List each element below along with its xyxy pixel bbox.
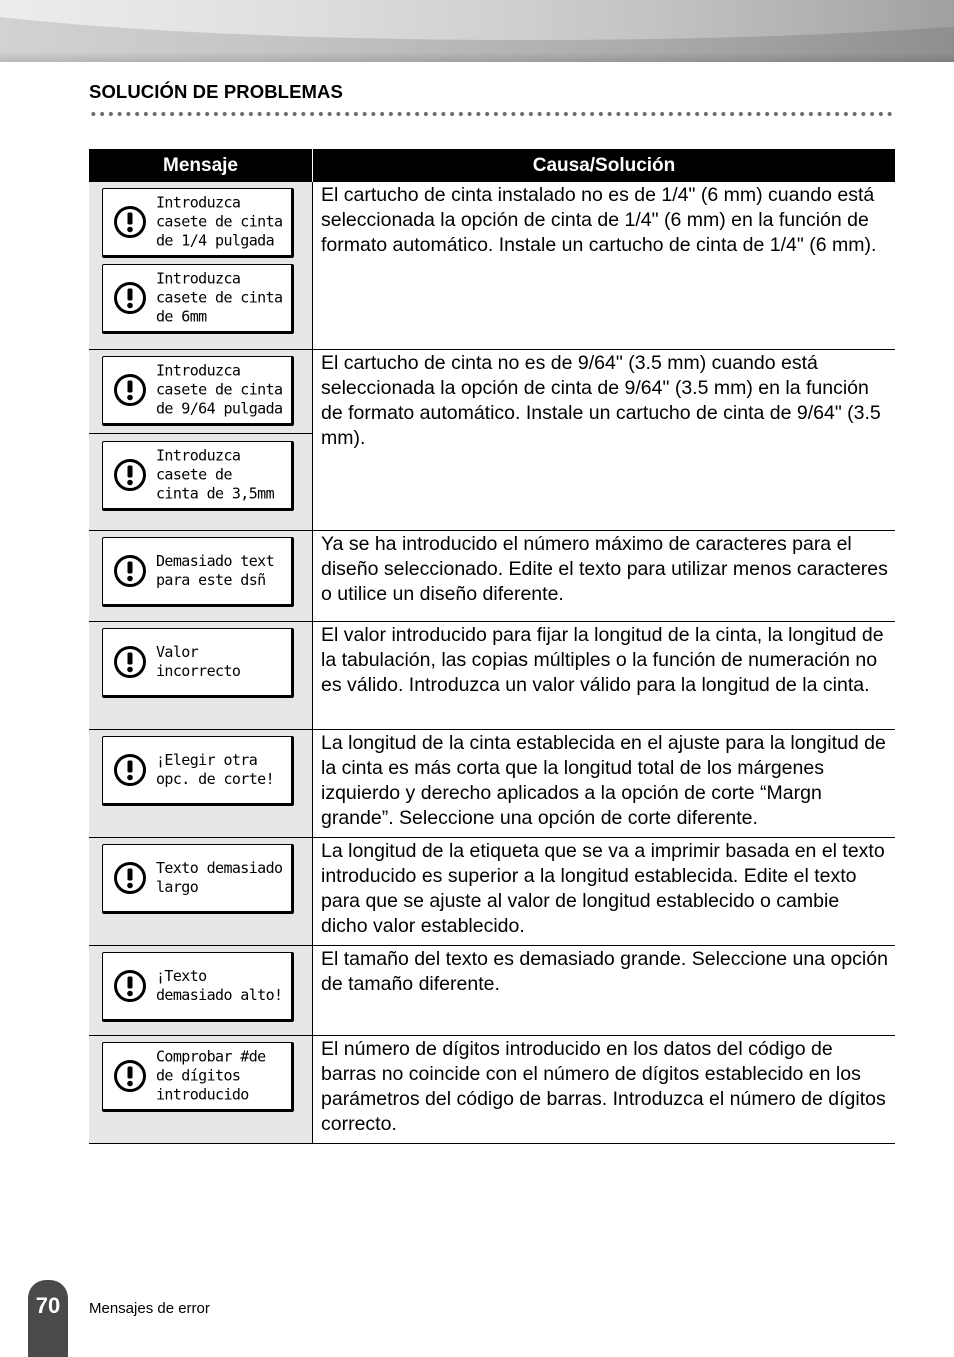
table-row xyxy=(89,621,895,729)
lcd-message-text xyxy=(156,1047,287,1104)
exclamation-circle-icon xyxy=(113,645,147,679)
exclamation-circle-icon xyxy=(113,1059,147,1093)
lcd-message-text xyxy=(156,552,287,590)
exclamation-circle-icon xyxy=(113,205,147,239)
lcd-message-line: Valor xyxy=(156,642,199,661)
cause-solution-text: La longitud de la cinta establecida en el ajuste para la longitud de la cinta es más corta que la longitud total de los márgenes izquierdo y derecho aplicados a la opción de corte “Margn grande”. Seleccione una opción de corte diferente. xyxy=(313,729,896,837)
message-cell xyxy=(89,621,313,729)
lcd-error-display xyxy=(102,537,294,607)
lcd-message-line: casete de cinta xyxy=(156,212,283,231)
table-row xyxy=(89,182,895,349)
table-row xyxy=(89,349,895,530)
column-header-cause-solution: Causa/Solución xyxy=(313,149,896,182)
lcd-message-line: de 9/64 pulgada xyxy=(156,399,283,417)
lcd-message-text xyxy=(156,446,287,503)
table-row xyxy=(89,729,895,837)
column-header-message: Mensaje xyxy=(89,149,313,182)
page-number: 70 xyxy=(35,1293,61,1318)
lcd-message-line: Demasiado text xyxy=(156,551,275,570)
lcd-message-line: cinta de 3,5mm xyxy=(156,484,275,502)
cause-solution-text: El tamaño del texto es demasiado grande. Seleccione una opción de tamaño diferente. xyxy=(313,945,896,1035)
exclamation-circle-icon xyxy=(113,753,147,787)
message-cell xyxy=(89,837,313,945)
table-row xyxy=(89,837,895,945)
lcd-message-text xyxy=(156,967,287,1005)
lcd-message-text xyxy=(156,859,287,897)
error-message-table xyxy=(89,149,895,1144)
lcd-message-line: ¡Texto xyxy=(156,966,207,985)
cause-solution-text: La longitud de la etiqueta que se va a imprimir basada en el texto introducido es superior a la longitud establecida. Edite el texto para que se ajuste al valor de longitud establecido o cambie dicho valor establecido. xyxy=(313,837,896,945)
lcd-message-text xyxy=(156,194,287,251)
lcd-error-display xyxy=(102,736,294,806)
lcd-message-text xyxy=(156,361,287,418)
lcd-error-display xyxy=(102,356,294,426)
exclamation-circle-icon xyxy=(113,969,147,1003)
table-header-row xyxy=(89,149,895,182)
message-cell xyxy=(89,945,313,1035)
lcd-message-line: incorrecto xyxy=(156,661,241,680)
exclamation-circle-icon xyxy=(113,554,147,588)
cause-solution-text: Ya se ha introducido el número máximo de caracteres para el diseño seleccionado. Edite el texto para utilizar menos caracteres o utilice un diseño diferente. xyxy=(313,530,896,621)
cause-solution-text: El cartucho de cinta no es de 9/64" (3.5 mm) cuando está seleccionada la opción de cinta de 9/64" (3.5 mm) en la función de formato automático. Instale un cartucho de cinta de 9/64" (3.5 mm). xyxy=(313,349,896,530)
lcd-message-line: ¡Elegir otra xyxy=(156,750,258,769)
cause-solution-text: El número de dígitos introducido en los datos del código de barras no coincide con el número de dígitos establecido en los parámetros del código de barras. Introduzca el número de dígitos correcto. xyxy=(313,1035,896,1143)
lcd-message-line: introducido xyxy=(156,1085,249,1103)
message-cell xyxy=(89,349,313,530)
section-title: SOLUCIÓN DE PROBLEMAS xyxy=(89,81,343,102)
message-cell xyxy=(89,182,313,349)
message-cell xyxy=(89,530,313,621)
lcd-message-line: Introduzca xyxy=(156,446,241,464)
exclamation-circle-icon xyxy=(113,458,147,492)
lcd-error-display xyxy=(102,264,294,334)
lcd-message-line: demasiado alto! xyxy=(156,985,283,1004)
lcd-error-display xyxy=(102,1042,294,1112)
exclamation-circle-icon xyxy=(113,281,147,315)
lcd-message-line: de dígitos xyxy=(156,1066,241,1084)
message-separator xyxy=(89,433,312,434)
lcd-message-text xyxy=(156,643,287,681)
cause-solution-text: El cartucho de cinta instalado no es de 1/4" (6 mm) cuando está seleccionada la opción de cinta de 1/4" (6 mm) en la función de formato automático. Instale un cartucho de cinta de 1/4" (6 mm). xyxy=(313,182,896,349)
table-row xyxy=(89,1035,895,1143)
table-body xyxy=(89,182,895,1143)
lcd-message-line: de 6mm xyxy=(156,307,207,326)
lcd-message-line: casete de xyxy=(156,465,232,483)
lcd-message-line: para este dsñ xyxy=(156,570,266,589)
lcd-message-line: Introduzca xyxy=(156,361,241,379)
exclamation-circle-icon xyxy=(113,861,147,895)
lcd-error-display xyxy=(102,952,294,1022)
lcd-error-display xyxy=(102,188,294,258)
lcd-message-line: Texto demasiado xyxy=(156,858,283,877)
lcd-message-line: opc. de corte! xyxy=(156,769,275,788)
dotted-divider xyxy=(89,111,895,117)
lcd-error-display xyxy=(102,441,294,511)
lcd-message-text xyxy=(156,751,287,789)
lcd-message-line: Introduzca xyxy=(156,193,241,212)
footer-section-label: Mensajes de error xyxy=(89,1300,210,1317)
lcd-message-line: casete de cinta xyxy=(156,380,283,398)
lcd-message-line: Comprobar #de xyxy=(156,1047,266,1065)
header-band xyxy=(0,0,954,62)
table-row xyxy=(89,945,895,1035)
lcd-error-display xyxy=(102,844,294,914)
message-cell xyxy=(89,729,313,837)
lcd-message-text xyxy=(156,270,287,327)
lcd-error-display xyxy=(102,628,294,698)
lcd-message-line: casete de cinta xyxy=(156,288,283,307)
message-cell xyxy=(89,1035,313,1143)
exclamation-circle-icon xyxy=(113,373,147,407)
lcd-message-line: de 1/4 pulgada xyxy=(156,231,275,250)
cause-solution-text: El valor introducido para fijar la longitud de la cinta, la longitud de la tabulación, las copias múltiples o la función de numeración no es válido. Introduzca un valor válido para la longitud de la cinta. xyxy=(313,621,896,729)
lcd-message-line: largo xyxy=(156,877,199,896)
table-row xyxy=(89,530,895,621)
lcd-message-line: Introduzca xyxy=(156,269,241,288)
